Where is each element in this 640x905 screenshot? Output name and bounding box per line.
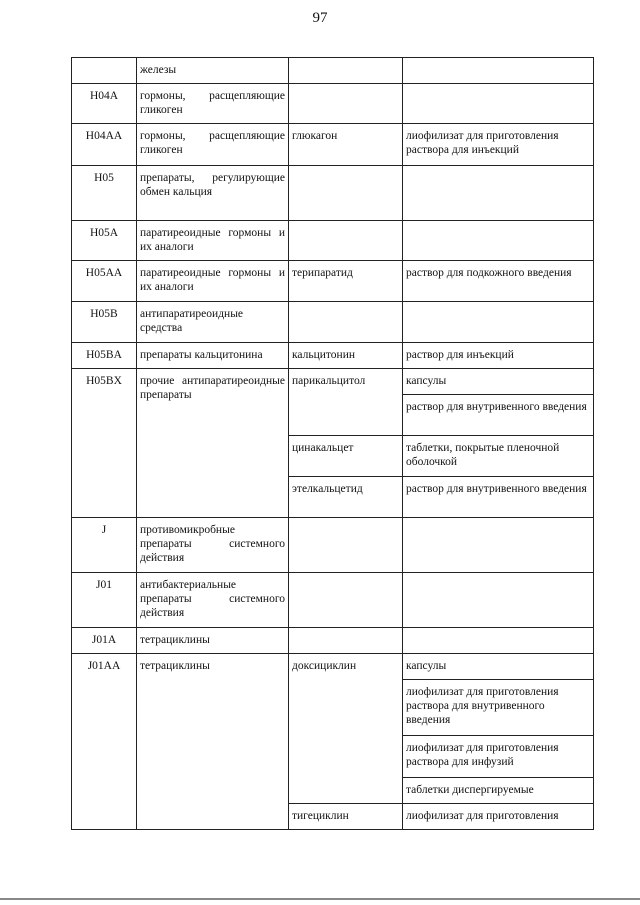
drug-cell: [289, 573, 403, 628]
form-cell: [403, 84, 594, 124]
drug-cell: доксициклин: [289, 654, 403, 804]
drug-cell: цинакальцет: [289, 436, 403, 477]
atc-code-cell: H04A: [72, 84, 137, 124]
atc-code-cell: H05B: [72, 302, 137, 343]
table-row: [72, 302, 594, 343]
table-row: [72, 221, 594, 261]
form-cell: [403, 166, 594, 221]
table-row: [72, 369, 594, 395]
group-cell: гормоны, расщепляющие гликоген: [137, 124, 289, 166]
group-cell: железы: [137, 58, 289, 84]
table-row: [72, 518, 594, 573]
table-row: [72, 654, 594, 680]
group-cell: антипаратиреоидные средства: [137, 302, 289, 343]
form-cell: лиофилизат для приготовления раствора для инфузий: [403, 736, 594, 778]
form-cell: [403, 573, 594, 628]
drug-cell: [289, 166, 403, 221]
form-cell: таблетки диспергируемые: [403, 778, 594, 804]
drug-cell: парикальцитол: [289, 369, 403, 436]
group-cell: гормоны, расщепляющие гликоген: [137, 84, 289, 124]
form-cell: лиофилизат для приготовления: [403, 804, 594, 830]
drug-cell: [289, 302, 403, 343]
drug-cell: глюкагон: [289, 124, 403, 166]
form-cell: капсулы: [403, 654, 594, 680]
atc-code-cell: H05: [72, 166, 137, 221]
group-cell: препараты, регулирующие обмен кальция: [137, 166, 289, 221]
form-cell: лиофилизат для приготовления раствора для инъекций: [403, 124, 594, 166]
table-row: [72, 628, 594, 654]
drug-cell: [289, 628, 403, 654]
drug-cell: тигециклин: [289, 804, 403, 830]
group-cell: прочие антипаратиреоидные препараты: [137, 369, 289, 518]
group-cell: противомикробные препараты системного действия: [137, 518, 289, 573]
form-cell: [403, 518, 594, 573]
table-row: [72, 343, 594, 369]
form-cell: таблетки, покрытые пленочной оболочкой: [403, 436, 594, 477]
atc-code-cell: [72, 58, 137, 84]
drug-cell: [289, 518, 403, 573]
atc-code-cell: J: [72, 518, 137, 573]
drug-cell: терипаратид: [289, 261, 403, 302]
page-bottom-rule: [0, 898, 640, 900]
table-row: [72, 84, 594, 124]
form-cell: раствор для внутривенного введения: [403, 395, 594, 436]
atc-code-cell: J01AA: [72, 654, 137, 830]
table-row: [72, 573, 594, 628]
atc-code-cell: J01A: [72, 628, 137, 654]
group-cell: паратиреоидные гормоны и их аналоги: [137, 261, 289, 302]
group-cell: антибактериальные препараты системного действия: [137, 573, 289, 628]
drug-cell: [289, 221, 403, 261]
drug-cell: [289, 58, 403, 84]
form-cell: [403, 628, 594, 654]
form-cell: [403, 302, 594, 343]
atc-code-cell: H04AA: [72, 124, 137, 166]
drug-cell: этелкальцетид: [289, 477, 403, 518]
drug-cell: [289, 84, 403, 124]
form-cell: капсулы: [403, 369, 594, 395]
form-cell: [403, 221, 594, 261]
table-row: [72, 166, 594, 221]
atc-code-cell: J01: [72, 573, 137, 628]
group-cell: тетрациклины: [137, 628, 289, 654]
group-cell: паратиреоидные гормоны и их аналоги: [137, 221, 289, 261]
atc-code-cell: H05AA: [72, 261, 137, 302]
form-cell: раствор для подкожного введения: [403, 261, 594, 302]
page-number: 97: [312, 10, 328, 26]
group-cell: тетрациклины: [137, 654, 289, 830]
drug-cell: кальцитонин: [289, 343, 403, 369]
atc-code-cell: H05A: [72, 221, 137, 261]
table-row: [72, 261, 594, 302]
form-cell: лиофилизат для приготовления раствора для внутривенного введения: [403, 680, 594, 736]
group-cell: препараты кальцитонина: [137, 343, 289, 369]
form-cell: раствор для инъекций: [403, 343, 594, 369]
atc-code-cell: H05BX: [72, 369, 137, 518]
form-cell: [403, 58, 594, 84]
table-row: [72, 124, 594, 166]
atc-code-cell: H05BA: [72, 343, 137, 369]
form-cell: раствор для внутривенного введения: [403, 477, 594, 518]
drug-table: [71, 57, 594, 830]
table-row: [72, 58, 594, 84]
